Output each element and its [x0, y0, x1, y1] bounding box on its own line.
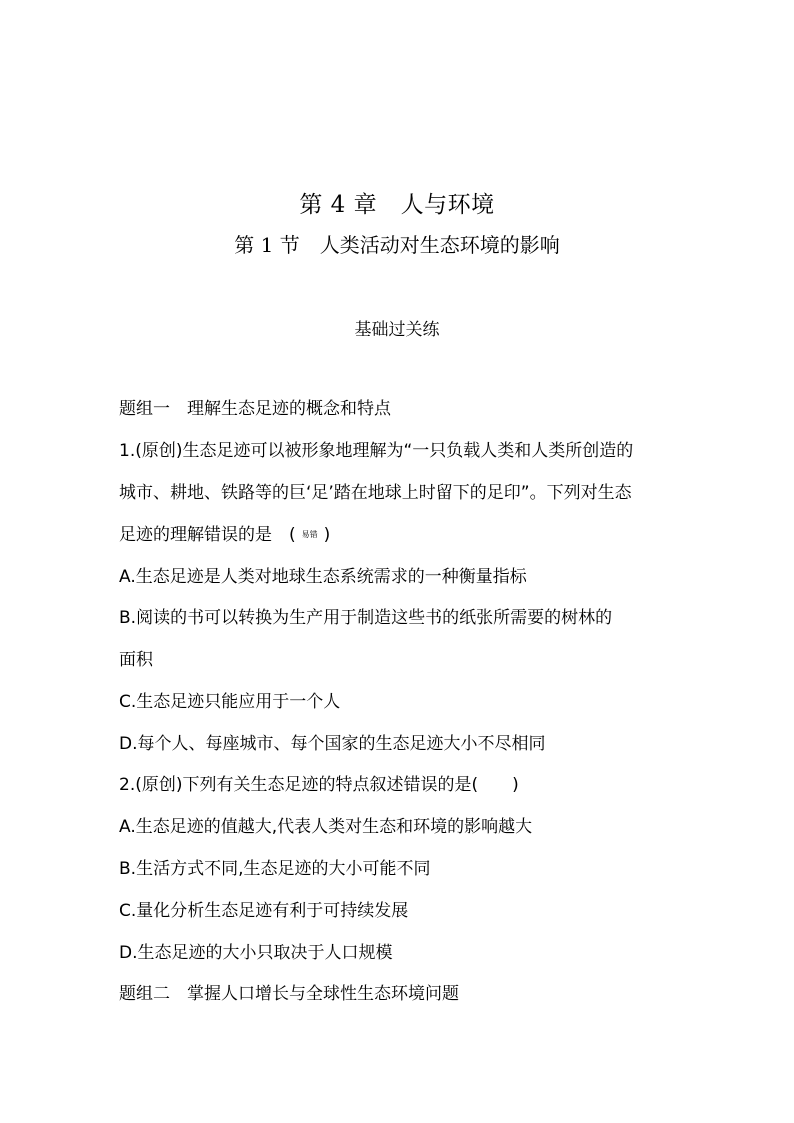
difficulty-tag: 易错 [301, 530, 318, 539]
q1-stem-line-3-text: 足迹的理解错误的是 ( [119, 525, 296, 545]
q2-stem: 2.(原创)下列有关生态足迹的特点叙述错误的是( ) [119, 775, 519, 795]
q1-stem-line-2: 城市、耕地、铁路等的巨‘足’踏在地球上时留下的足印”。下列对生态 [119, 483, 632, 503]
q1-stem-line-3 [119, 524, 330, 546]
q1-option-d: D.每个人、每座城市、每个国家的生态足迹大小不尽相同 [119, 734, 546, 754]
q2-option-d: D.生态足迹的大小只取决于人口规模 [119, 943, 393, 963]
chapter-title: 第 4 章 人与环境 [299, 192, 495, 218]
section-title: 第 1 节 人类活动对生态环境的影响 [234, 233, 560, 257]
q1-stem-line-3-close: ) [323, 525, 331, 545]
question-group-1-title: 题组一 理解生态足迹的概念和特点 [119, 399, 391, 419]
practice-heading: 基础过关练 [354, 320, 440, 340]
q1-option-b-line-1: B.阅读的书可以转换为生产用于制造这些书的纸张所需要的树林的 [119, 608, 613, 628]
q2-option-b: B.生活方式不同,生态足迹的大小可能不同 [119, 859, 431, 879]
q1-option-a: A.生态足迹是人类对地球生态系统需求的一种衡量指标 [119, 567, 527, 587]
q1-option-b-line-2: 面积 [119, 650, 153, 670]
q2-option-c: C.量化分析生态足迹有利于可持续发展 [119, 901, 409, 921]
question-group-2-title: 题组二 掌握人口增长与全球性生态环境问题 [119, 984, 459, 1004]
q1-option-c: C.生态足迹只能应用于一个人 [119, 692, 341, 712]
q1-stem-line-1: 1.(原创)生态足迹可以被形象地理解为“一只负载人类和人类所创造的 [119, 441, 634, 461]
q2-option-a: A.生态足迹的值越大,代表人类对生态和环境的影响越大 [119, 817, 533, 837]
